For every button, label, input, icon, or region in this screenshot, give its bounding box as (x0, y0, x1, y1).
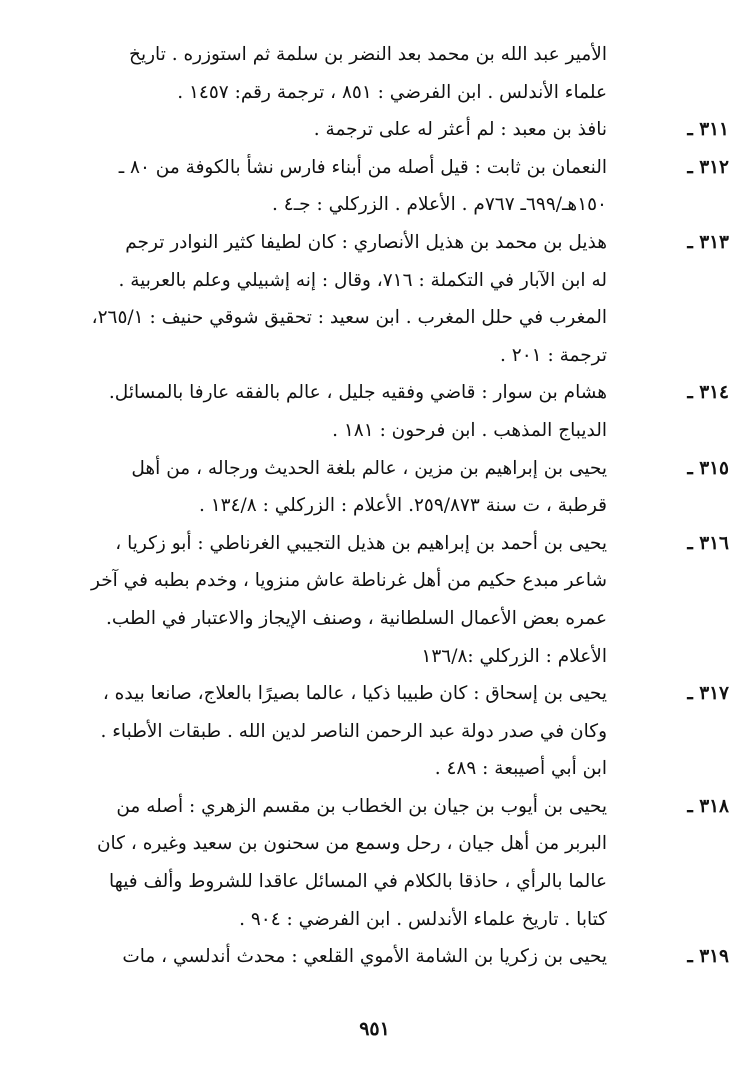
entry-number: ٣١٩ ـ (687, 946, 729, 968)
entry-line (90, 450, 729, 488)
entry-text: عمره بعض الأعمال السلطانية ، وصنف الإيجاز والاعتبار في الطب. (105, 607, 607, 629)
entry-text: له ابن الآبار في التكملة : ٧١٦، وقال : إنه إشبيلي وعلم بالعربية . (118, 269, 607, 291)
entry-number: ٣١٤ ـ (687, 382, 729, 404)
entry-line (90, 262, 729, 300)
entry-number: ٣١٢ ـ (687, 156, 729, 178)
entry-line (90, 825, 729, 863)
entry-text: كتابا . تاريخ علماء الأندلس . ابن الفرضي : ٩٠٤ . (239, 908, 607, 930)
entry-line (90, 224, 729, 262)
entries-list (90, 36, 729, 976)
entry-text: وكان في صدر دولة عبد الرحمن الناصر لدين الله . طبقات الأطباء . (100, 720, 607, 742)
entry-line (90, 337, 729, 375)
entry-text: نافذ بن معبد : لم أعثر له على ترجمة . (313, 119, 607, 141)
entry-line (90, 901, 729, 939)
entry-text: يحيى بن إسحاق : كان طبيبا ذكيا ، عالما بصيرًا بالعلاج، صانعا بيده ، (102, 683, 607, 705)
entry-line (90, 675, 729, 713)
entry-text: الأعلام : الزركلي :١٣٦/٨ (421, 645, 607, 667)
entry-line (90, 149, 729, 187)
entry-line (90, 600, 729, 638)
entry-text: هشام بن سوار : قاضي وفقيه جليل ، عالم بالفقه عارفا بالمسائل. (108, 382, 607, 404)
entry-text: يحيى بن زكريا بن الشامة الأموي القلعي : محدث أندلسي ، مات (122, 946, 607, 968)
entry-number: ٣١٦ ـ (687, 532, 729, 554)
entry-line (90, 487, 729, 525)
entry-line (90, 374, 729, 412)
entry-text: النعمان بن ثابت : قيل أصله من أبناء فارس نشأ بالكوفة من ٨٠ ـ (118, 156, 607, 178)
entry-number: ٣١٥ ـ (687, 457, 729, 479)
entry-text: يحيى بن أحمد بن إبراهيم بن هذيل التجيبي الغرناطي : أبو زكريا ، (115, 532, 607, 554)
entry-line (90, 938, 729, 976)
entry-line (90, 36, 729, 74)
entry-text: ١٥٠هـ/٦٩٩ـ ٧٦٧م . الأعلام . الزركلي : جـ٤ . (272, 194, 607, 216)
entry-number: ٣١٣ ـ (687, 231, 729, 253)
entry-text: علماء الأندلس . ابن الفرضي : ٨٥١ ، ترجمة رقم: ١٤٥٧ . (177, 81, 607, 103)
entry-text: الأمير عبد الله بن محمد بعد النضر بن سلمة ثم استوزره . تاريخ (129, 44, 607, 65)
entry-line (90, 299, 729, 337)
entry-text: يحيى بن أيوب بن جيان بن الخطاب بن مقسم الزهري : أصله من (116, 795, 607, 817)
entry-text: عالما بالرأي ، حاذقا بالكلام في المسائل عاقدا للشروط وألف فيها (109, 871, 607, 893)
entry-text: ابن أبي أصيبعة : ٤٨٩ . (434, 758, 607, 780)
entry-line (90, 562, 729, 600)
entry-text: هذيل بن محمد بن هذيل الأنصاري : كان لطيفا كثير النوادر ترجم (125, 231, 607, 253)
entry-line (90, 74, 729, 112)
entry-number: ٣١١ ـ (687, 119, 729, 141)
entry-line (90, 713, 729, 751)
entry-line (90, 750, 729, 788)
page-number: ٩٥١ (359, 1018, 390, 1040)
entry-text: البربر من أهل جيان ، رحل وسمع من سحنون بن سعيد وغيره ، كان (96, 833, 607, 855)
entry-line (90, 111, 729, 149)
entry-text: شاعر مبدع حكيم من أهل غرناطة عاش منزويا ، وخدم بطبه في آخر (90, 570, 607, 592)
entry-text: ترجمة : ٢٠١ . (500, 344, 607, 366)
entry-text: يحيى بن إبراهيم بن مزين ، عالم بلغة الحديث ورجاله ، من أهل (131, 457, 607, 479)
entry-line (90, 186, 729, 224)
entry-line (90, 638, 729, 676)
entry-number: ٣١٨ ـ (687, 795, 729, 817)
entry-text: قرطبة ، ت سنة ٢٥٩/٨٧٣. الأعلام : الزركلي : ١٣٤/٨ . (198, 495, 607, 517)
entry-line (90, 788, 729, 826)
entry-text: الديباج المذهب . ابن فرحون : ١٨١ . (332, 419, 607, 441)
entry-line (90, 412, 729, 450)
entry-line (90, 863, 729, 901)
entry-line (90, 525, 729, 563)
entry-text: المغرب في حلل المغرب . ابن سعيد : تحقيق شوقي حنيف : ٢٦٥/١، (91, 307, 607, 329)
entry-number: ٣١٧ ـ (687, 683, 729, 705)
